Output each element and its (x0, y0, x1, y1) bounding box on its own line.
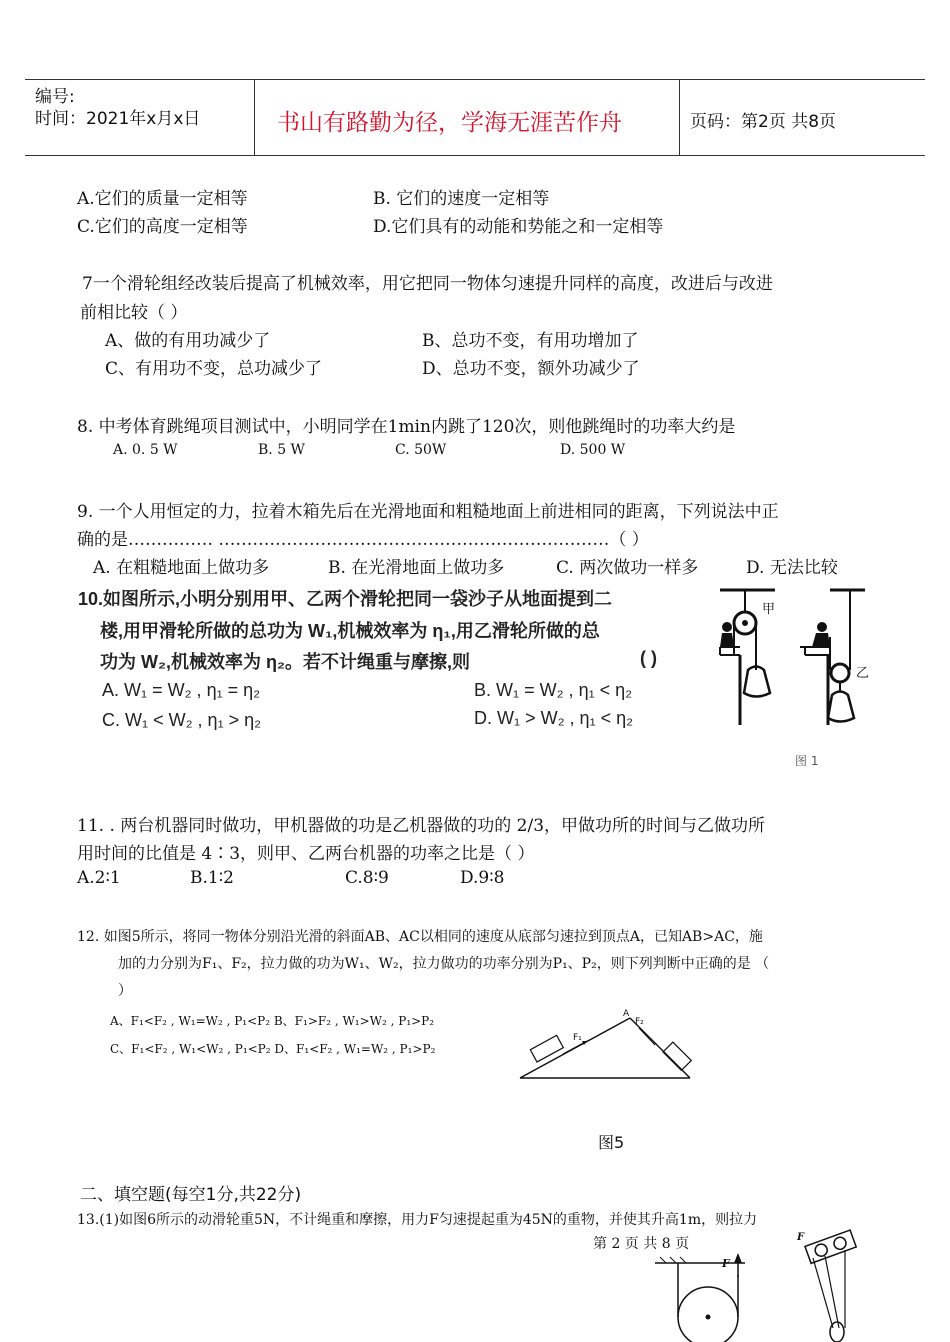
q10-option-c: C. W₁ < W₂ , η₁ > η₂ (102, 710, 262, 730)
q8-option-c: C. 50W (395, 442, 447, 458)
header-bottom-rule (25, 155, 925, 156)
label-yi: 乙 (856, 666, 870, 681)
label-jia: 甲 (762, 602, 776, 617)
sandbag-yi-icon (828, 692, 854, 722)
q11-stem-line2: 用时间的比值是 4∶3，则甲、乙两台机器的功率之比是（ ） (77, 844, 535, 864)
motto: 书山有路勤为径，学海无涯苦作舟 (277, 110, 622, 136)
q11-option-c: C.8∶9 (345, 868, 389, 888)
q9-option-a: A. 在粗糙地面上做功多 (93, 558, 270, 578)
header-divider-right (679, 80, 680, 155)
q7-option-c: C、有用功不变，总功减少了 (105, 359, 323, 379)
serial-label: 编号: (35, 87, 75, 107)
header-divider-left (254, 80, 255, 155)
time-label: 时间：2021年x月x日 (35, 109, 201, 129)
q9-stem-line1: 9. 一个人用恒定的力，拉着木箱先后在光滑地面和粗糙地面上前进相同的距离，下列说法中正 (77, 502, 779, 522)
q7-option-a: A、做的有用功减少了 (105, 331, 271, 351)
q10-line3: 功为 W₂,机械效率为 η₂。若不计绳重与摩擦,则 (100, 652, 470, 672)
q8-option-d: D. 500 W (560, 442, 626, 458)
q10-line2: 楼,用甲滑轮所做的总功为 W₁,机械效率为 η₁,用乙滑轮所做的总 (100, 621, 600, 641)
q9-option-c: C. 两次做功一样多 (556, 558, 699, 578)
fig7-label-f: F (797, 1232, 805, 1243)
fig5-label-f1: F₁ (573, 1033, 582, 1043)
pulley-block-figure (795, 1228, 865, 1342)
pulley-figure (700, 585, 880, 770)
q9-stem-line2: 确的是…………… ……………………………………………………………（ ） (77, 530, 649, 550)
q11-option-a: A.2∶1 (77, 868, 121, 888)
fig1-caption: 图 1 (795, 754, 819, 768)
section2-title: 二、填空题(每空1分,共22分) (80, 1185, 302, 1205)
q11-option-d: D.9∶8 (460, 868, 505, 888)
fig5-label-a: A (623, 1009, 630, 1019)
page-label: 页码：第2页 共8页 (690, 112, 837, 132)
fig5-caption: 图5 (598, 1133, 625, 1152)
q8-option-b: B. 5 W (258, 442, 305, 458)
sandbag-jia-icon (744, 667, 770, 697)
header-top-rule (25, 79, 925, 80)
q8-option-a: A. 0. 5 W (113, 442, 178, 458)
q10-option-d: D. W₁ > W₂ , η₁ < η₂ (474, 708, 634, 728)
q7-stem-line1: 7一个滑轮组经改装后提高了机械效率，用它把同一物体匀速提升同样的高度，改进后与改进 (82, 274, 773, 294)
q6-option-b: B. 它们的速度一定相等 (373, 189, 550, 209)
q10-line1: 10.如图所示,小明分别用甲、乙两个滑轮把同一袋沙子从地面提到二 (78, 589, 613, 609)
incline-figure (515, 1010, 695, 1085)
fig5-label-f2: F₂ (635, 1017, 644, 1027)
q12-line3: ） (118, 983, 132, 999)
q7-stem-line2: 前相比较（ ） (80, 303, 188, 323)
q10-option-b: B. W₁ = W₂ , η₁ < η₂ (474, 680, 633, 700)
q10-paren: ( ) (640, 648, 657, 668)
q12-line1: 12. 如图5所示，将同一物体分别沿光滑的斜面AB、AC以相同的速度从底部匀速拉到顶点A，已知AB>AC，施 (77, 929, 763, 945)
q11-stem-line1: 11. . 两台机器同时做功，甲机器做的功是乙机器做的功的 2/3，甲做功所的时间与乙做功所 (77, 816, 766, 836)
q12-line2: 加的力分别为F₁、F₂，拉力做的功为W₁、W₂，拉力做功的功率分别为P₁、P₂，则下列判断中正确的是 （ (118, 956, 770, 972)
fig6-figure (650, 1255, 750, 1342)
q9-option-d: D. 无法比较 (746, 558, 838, 578)
q7-option-b: B、总功不变，有用功增加了 (422, 331, 639, 351)
q7-option-d: D、总功不变，额外功减少了 (422, 359, 640, 379)
q8-stem: 8. 中考体育跳绳项目测试中，小明同学在1min内跳了120次，则他跳绳时的功率大约是 (77, 417, 736, 437)
q12-options-line1: A、F₁<F₂ , W₁=W₂ , P₁<P₂ B、F₁>F₂ , W₁>W₂ , P₁>P₂ (110, 1014, 435, 1028)
fig6-label-f: F (722, 1257, 730, 1270)
q10-option-a: A. W₁ = W₂ , η₁ = η₂ (102, 680, 261, 700)
footer-page: 第 2 页 共 8 页 (593, 1236, 690, 1252)
q6-option-a: A.它们的质量一定相等 (77, 189, 248, 209)
q9-option-b: B. 在光滑地面上做功多 (328, 558, 505, 578)
pulley-yi-icon (831, 664, 849, 682)
q6-option-d: D.它们具有的动能和势能之和一定相等 (373, 217, 664, 237)
q6-option-c: C.它们的高度一定相等 (77, 217, 248, 237)
q13-line1: 13.(1)如图6所示的动滑轮重5N，不计绳重和摩擦，用力F匀速提起重为45N的重物，并使其升高1m，则拉力 (77, 1212, 758, 1228)
q11-option-b: B.1∶2 (190, 868, 234, 888)
q12-options-line2: C、F₁<F₂ , W₁<W₂ , P₁<P₂ D、F₁<F₂ , W₁=W₂ , P₁>P₂ (110, 1042, 436, 1056)
